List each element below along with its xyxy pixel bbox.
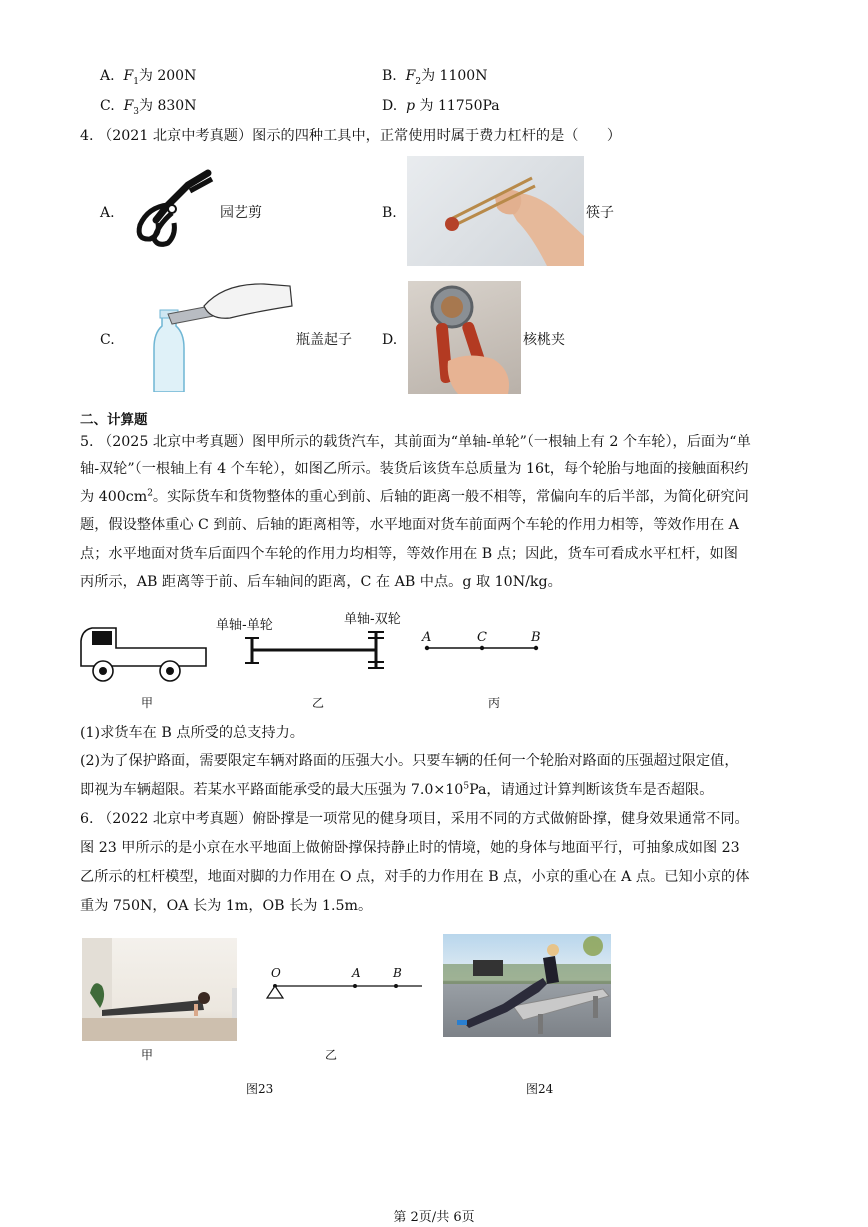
q5-line5: 点；水平地面对货车后面四个车轮的作用力均相等，等效作用在 B 点；因此，货车可看成水平杠杆，如图 [80,546,738,562]
nutcracker-image [408,281,521,394]
q5-sub2-line1: (2)为了保护路面，需要限定车辆对路面的压强大小。只要车辆的任何一个轮胎对路面的压强超过限定值， [80,753,739,769]
lever-diagram-oab [262,965,427,1005]
q5-line6: 丙所示，AB 距离等于前、后车轴间的距离，C 在 AB 中点。g 取 10N/kg。 [80,574,562,590]
lever-diagram-abc [425,646,538,650]
q6-line1: 6. （2022 北京中考真题）俯卧撑是一项常见的健身项目，采用不同的方式做俯卧撑，健身效果通常不同。 [80,811,749,827]
caption-bing: 丙 [488,696,501,710]
q5-sub1: (1)求货车在 B 点所受的总支持力。 [80,725,304,741]
q5-line4: 题，假设整体重心 C 到前、后轴的距离相等，水平地面对货车前面两个车轮的作用力相等，等效作用在 A [80,517,739,533]
point-a-label: A [422,630,432,645]
caption-23-yi: 乙 [325,1048,338,1062]
q4-stem: 4. （2021 北京中考真题）图示的四种工具中，正常使用时属于费力杠杆的是（ ） [80,128,622,144]
point-o-label: O [271,966,281,980]
pushup-floor-image [82,938,237,1041]
rear-axle-label: 单轴-双轮 [344,612,401,627]
garden-shears-image [128,165,218,250]
front-axle-label: 单轴-单轮 [216,618,273,633]
q4-option-b-label: B. [382,205,397,221]
option-b: B. $F_2$为 1100N [382,68,488,87]
q4-option-a-name: 园艺剪 [220,205,262,221]
option-c: C. $F_3$为 830N [100,98,197,117]
caption-yi: 乙 [312,696,325,710]
q5-sub2-line2: 即视为车辆超限。若某水平路面能承受的最大压强为 $7.0\times 10^5Pa$，请通过计算判断该货车是否超限。 [80,781,714,798]
point-b-label: B [531,630,541,645]
pushup-bench-image [443,934,611,1037]
q4-option-b-name: 筷子 [586,205,614,221]
q5-line3: 为 $400cm^2$。实际货车和货物整体的重心到前、后轴的距离一般不相等，常偏向车的后半部，为简化研究问 [80,488,749,505]
truck-diagram [81,628,206,681]
option-a: A. $F_1$为 200N [100,68,197,87]
q4-option-d-name: 核桃夹 [523,332,565,348]
q5-line2: 轴-双轮”（一根轴上有 4 个车轮），如图乙所示。装货后该货车总质量为 16t，每个轮胎与地面的接触面积约 [80,461,749,477]
axle-diagram [245,632,384,668]
q6-line2: 图 23 甲所示的是小京在水平地面上做俯卧撑保持静止时的情境，她的身体与地面平行，可抽象成如图 23 [80,840,740,856]
figure-24-caption: 图24 [526,1082,554,1096]
section-title: 二、计算题 [80,412,148,428]
page-number: 第 2页/共 6页 [393,1210,475,1225]
chopsticks-image [407,156,584,266]
q4-option-c-label: C. [100,332,115,348]
point-a2-label: A [352,966,361,980]
option-d: D. p 为 11750Pa [382,98,500,114]
q4-option-c-name: 瓶盖起子 [296,332,352,348]
point-c-label: C [477,630,487,645]
caption-23-jia: 甲 [141,1048,154,1062]
q6-line3: 乙所示的杠杆模型，地面对脚的力作用在 O 点，对手的力作用在 B 点，小京的重心在 A 点。已知小京的体 [80,869,750,885]
caption-jia: 甲 [141,696,154,710]
point-b2-label: B [393,966,402,980]
bottle-opener-image [134,278,294,392]
figure-23-caption: 图23 [246,1082,274,1096]
q4-option-d-label: D. [382,332,398,348]
q4-option-a-label: A. [100,205,115,221]
q5-line1: 5. （2025 北京中考真题）图甲所示的载货汽车，其前面为“单轴-单轮”（一根轴上有 2 个车轮），后面为“单 [80,434,751,450]
q6-line4: 重为 750N，OA 长为 1m，OB 长为 1.5m。 [80,898,373,914]
